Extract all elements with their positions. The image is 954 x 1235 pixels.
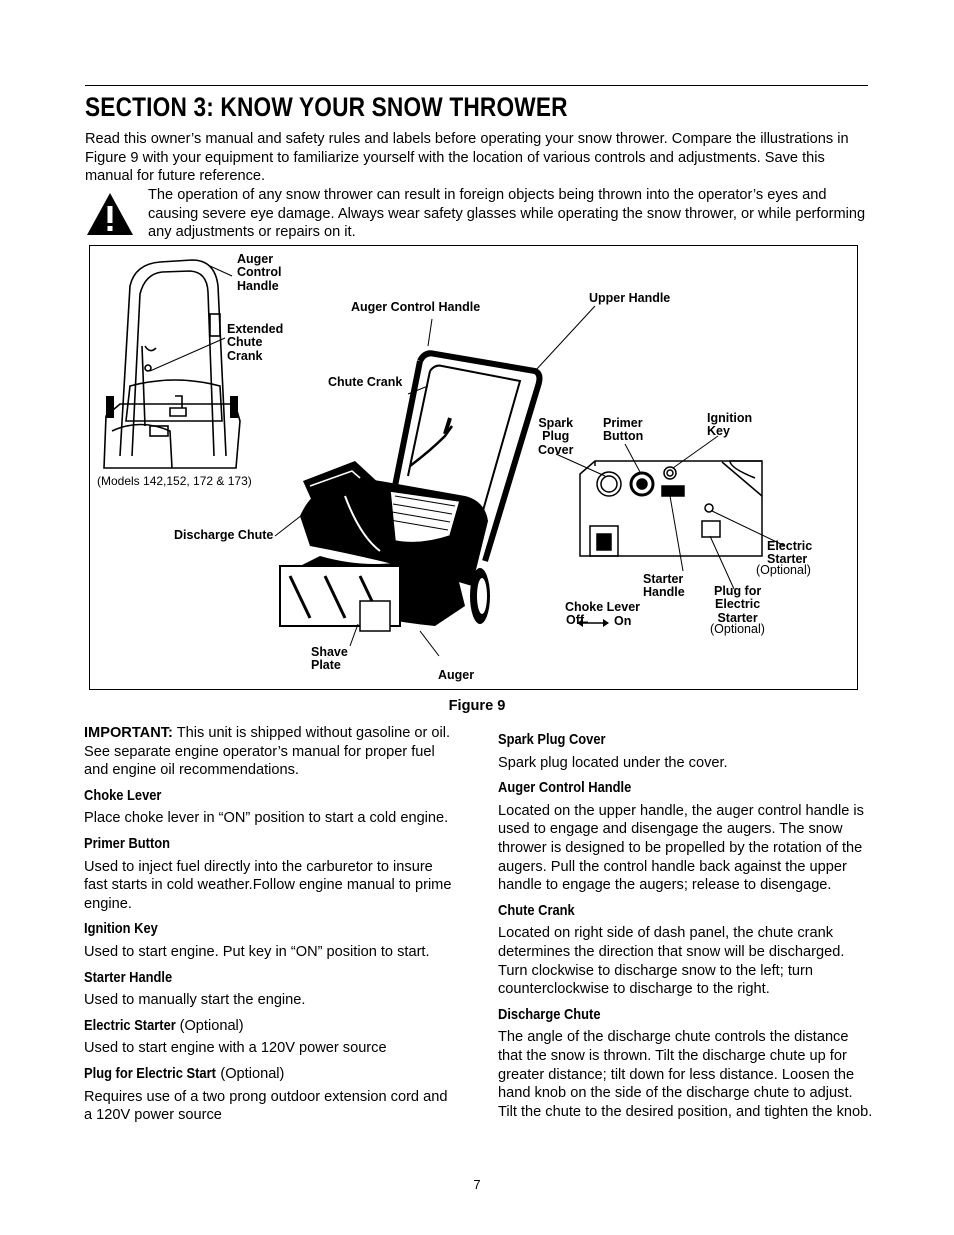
item-heading-row [84,1010,459,1040]
item-heading-row [84,962,459,992]
section-title: SECTION 3: KNOW YOUR SNOW THROWER [85,92,568,122]
warning-text: The operation of any snow thrower can result in foreign objects being thrown into the operator’s eyes and causing severe eye damage. Always wear safety glasses while operating the snow thrower, or while performing any adjustments or repairs on it. [148,187,866,241]
item-heading: Auger Control Handle [498,779,632,797]
item-heading-row [84,828,459,858]
right-column [498,724,873,1121]
label-extended-chute-crank: Extended Chute Crank [227,322,284,363]
important-note [84,724,459,780]
figure-9 [89,245,858,690]
label-electric-starter: Electric Starter [767,539,813,567]
label-choke-lever: Choke Lever [565,600,641,614]
item-heading-row [498,999,873,1029]
item-text: Spark plug located under the cover. [498,754,728,771]
page-number: 7 [473,1177,481,1192]
label-plug-for-electric-starter: Plug for Electric Starter [714,584,762,625]
item-heading: Ignition Key [84,920,158,938]
label-primer-button: Primer Button [603,416,644,444]
label-shave-plate: Shave Plate [311,645,348,673]
item-text: Requires use of a two prong outdoor extension cord and a 120V power source [84,1088,448,1124]
label-electric-starter-optional: (Optional) [756,563,811,577]
item-text: The angle of the discharge chute controls the distance that the snow is thrown. Tilt the discharge chute up for greater distance; tilt down for less distance. Loosen the hand knob on the side of the discharge chute to adjust. Tilt the chute to the desired position, and tighten the knob. [498,1029,873,1120]
item-heading-row [498,772,873,802]
inset-snow-thrower [104,260,240,468]
label-chute-crank: Chute Crank [328,375,403,389]
item-heading-row [84,1058,459,1088]
item-heading-row [498,724,873,754]
item-heading-suffix: (Optional) [216,1065,285,1082]
item-text: Located on right side of dash panel, the chute crank determines the direction that snow will be discharged. Turn clockwise to discharge snow to the left; turn counterclockwise to discharge to the right. [498,925,845,998]
item-heading: Spark Plug Cover [498,731,606,748]
label-choke-off: Off [566,613,585,627]
item-text: Located on the upper handle, the auger control handle is used to engage and disengage the augers. The snow thrower is designed to be propelled by the rotation of the augers. Pull the control handle back against the upper handle to engage the augers; release to disengage. [498,802,864,894]
item-text: Used to manually start the engine. [84,992,306,1009]
item-heading-row [498,895,873,925]
item-heading-suffix: (Optional) [175,1017,244,1034]
main-snow-thrower [280,353,539,631]
item-heading: Starter Handle [84,968,173,986]
item-heading: Discharge Chute [498,1005,601,1023]
left-items [84,780,459,1125]
right-items [498,724,873,1121]
label-models-note: (Models 142,152, 172 & 173) [97,474,252,488]
item-text: Used to start engine. Put key in “ON” position to start. [84,943,430,960]
top-rule [85,85,868,86]
label-ignition-key: Ignition Key [707,411,753,439]
warning-icon [86,192,134,236]
label-auger-control-handle: Auger Control Handle [351,300,481,314]
item-heading: Primer Button [84,834,171,852]
label-plug-optional: (Optional) [710,622,765,636]
label-auger-control-handle-inset: Auger Control Handle [237,252,282,293]
figure-caption: Figure 9 [448,698,506,714]
item-heading-row [84,780,459,810]
item-heading: Plug for Electric Start [84,1064,216,1082]
label-spark-plug-cover: Spark Plug Cover [538,416,574,457]
label-starter-handle: Starter Handle [643,572,685,600]
item-heading: Chute Crank [498,901,575,919]
label-choke-on: On [614,614,632,628]
item-text: Used to start engine with a 120V power source [84,1040,387,1057]
dash-panel-detail [580,461,762,556]
important-label: IMPORTANT: [84,725,173,741]
item-heading: Choke Lever [84,786,162,804]
label-discharge-chute: Discharge Chute [174,528,274,542]
left-column [84,724,459,1125]
label-upper-handle: Upper Handle [589,291,671,305]
intro-paragraph: Read this owner’s manual and safety rules and labels before operating your snow thrower. Compare the illustrations in Figure 9 with your equipment to familiarize yourself with the location of various controls and adjustments. Save this manual for future reference. [85,131,849,185]
item-text: Used to inject fuel directly into the carburetor to insure fast starts in cold weather.Follow engine manual to prime engine. [84,858,452,912]
item-heading-row [84,913,459,943]
item-text: Place choke lever in “ON” position to start a cold engine. [84,810,449,827]
label-auger: Auger [438,668,475,682]
item-heading: Electric Starter [84,1016,176,1034]
important-text: This unit is shipped without gasoline or oil. See separate engine operator’s manual for proper fuel and engine oil recommendations. [84,725,451,779]
inset-dark-parts [106,396,238,418]
